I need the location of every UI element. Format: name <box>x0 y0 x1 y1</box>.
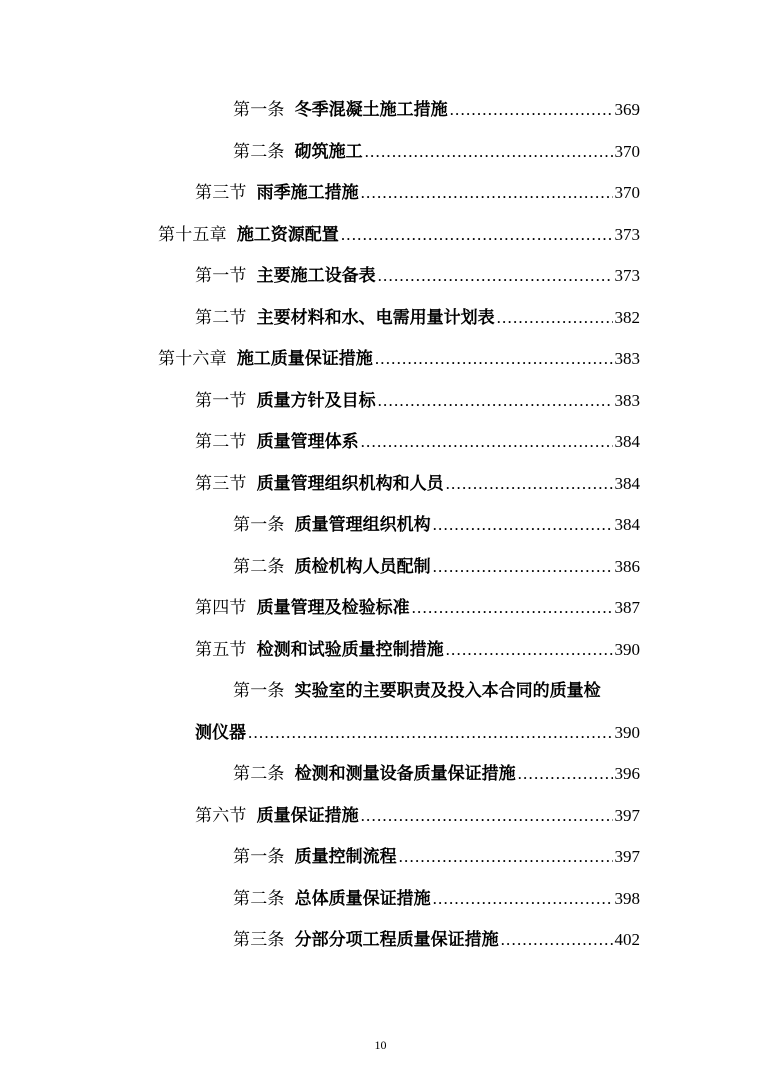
toc-entry-number: 第十五章 <box>158 225 227 244</box>
toc-entry[interactable] <box>233 510 640 540</box>
toc-entry[interactable] <box>195 178 640 208</box>
toc-entry[interactable] <box>233 884 640 914</box>
toc-entry[interactable] <box>233 95 640 125</box>
dot-leader <box>378 261 613 291</box>
dot-leader <box>433 884 613 914</box>
toc-entry-page: 402 <box>614 930 640 949</box>
toc-entry-number: 第十六章 <box>158 349 227 368</box>
toc-entry-page: 398 <box>614 889 640 908</box>
toc-entry[interactable] <box>158 220 640 250</box>
toc-entry-page: 390 <box>614 723 640 742</box>
dot-leader <box>399 842 613 872</box>
toc-entry-title: 实验室的主要职责及投入本合同的质量检 <box>294 681 601 701</box>
toc-entry-number: 第一条 <box>233 100 285 119</box>
dot-leader <box>248 718 613 748</box>
dot-leader <box>412 593 613 623</box>
dot-leader <box>365 137 613 167</box>
dot-leader <box>501 925 613 955</box>
toc-entry-title: 质量管理及检验标准 <box>256 598 410 618</box>
toc-entry-title: 质量管理组织机构和人员 <box>256 474 444 494</box>
toc-entry-continuation[interactable] <box>195 718 640 748</box>
toc-entry-title: 雨季施工措施 <box>256 183 359 203</box>
toc-entry-number: 第二节 <box>195 308 247 327</box>
toc-entry-title: 分部分项工程质量保证措施 <box>294 930 499 950</box>
toc-entry-page: 370 <box>614 183 640 202</box>
toc-entry-number: 第五节 <box>195 640 247 659</box>
dot-leader <box>375 344 613 374</box>
toc-entry-title: 主要材料和水、电需用量计划表 <box>256 308 495 328</box>
dot-leader <box>433 510 613 540</box>
toc-entry[interactable] <box>195 593 640 623</box>
toc-entry[interactable] <box>195 801 640 831</box>
toc-entry-number: 第一条 <box>233 515 285 534</box>
toc-entry-page: 373 <box>614 266 640 285</box>
toc-entry[interactable] <box>233 676 601 706</box>
toc-entry-page: 373 <box>614 225 640 244</box>
toc-entry-page: 383 <box>614 349 640 368</box>
toc-entry-page: 386 <box>614 557 640 576</box>
toc-entry-page: 382 <box>614 308 640 327</box>
toc-entry-title: 检测和测量设备质量保证措施 <box>294 764 516 784</box>
dot-leader <box>497 303 613 333</box>
dot-leader <box>433 552 613 582</box>
toc-entry[interactable] <box>233 137 640 167</box>
toc-entry[interactable] <box>195 303 640 333</box>
page-number: 10 <box>374 1038 387 1052</box>
toc-entry-page: 387 <box>614 598 640 617</box>
toc-entry-title: 质检机构人员配制 <box>294 557 431 577</box>
toc-entry[interactable] <box>233 552 640 582</box>
toc-entry-title: 冬季混凝土施工措施 <box>294 100 448 120</box>
toc-entry[interactable] <box>195 261 640 291</box>
dot-leader <box>446 469 613 499</box>
toc-entry-number: 第一节 <box>195 266 247 285</box>
dot-leader <box>518 759 613 789</box>
toc-entry-title: 质量管理组织机构 <box>294 515 431 535</box>
toc-entry[interactable] <box>195 427 640 457</box>
toc-entry[interactable] <box>158 344 640 374</box>
toc-entry[interactable] <box>195 635 640 665</box>
dot-leader <box>450 95 613 125</box>
toc-entry-number: 第一条 <box>233 681 285 700</box>
toc-entry-number: 第二条 <box>233 889 285 908</box>
toc-entry-title: 检测和试验质量控制措施 <box>256 640 444 660</box>
toc-entry[interactable] <box>233 759 640 789</box>
toc-entry-page: 384 <box>614 432 640 451</box>
toc-entry-number: 第二条 <box>233 557 285 576</box>
toc-entry-title: 施工资源配置 <box>236 225 339 245</box>
toc-entry-number: 第三节 <box>195 474 247 493</box>
toc-entry-title: 施工质量保证措施 <box>236 349 373 369</box>
toc-entry-title: 质量保证措施 <box>256 806 359 826</box>
dot-leader <box>361 801 613 831</box>
toc-entry-page: 396 <box>614 764 640 783</box>
toc-entry-page: 390 <box>614 640 640 659</box>
dot-leader <box>361 178 613 208</box>
toc-entry-page: 397 <box>614 806 640 825</box>
toc-entry-number: 第三节 <box>195 183 247 202</box>
toc-entry-title: 质量控制流程 <box>294 847 397 867</box>
toc-entry-page: 397 <box>614 847 640 866</box>
toc-entry[interactable] <box>195 386 640 416</box>
toc-entry-page: 383 <box>614 391 640 410</box>
toc-entry-page: 384 <box>614 474 640 493</box>
toc-entry-page: 370 <box>614 142 640 161</box>
toc-entry-title: 质量方针及目标 <box>256 391 376 411</box>
toc-entry-number: 第二条 <box>233 142 285 161</box>
toc-entry-number: 第六节 <box>195 806 247 825</box>
toc-entry-title-continuation: 测仪器 <box>195 723 246 743</box>
toc-entry-number: 第四节 <box>195 598 247 617</box>
dot-leader <box>341 220 613 250</box>
toc-entry-page: 384 <box>614 515 640 534</box>
toc-entry-page: 369 <box>614 100 640 119</box>
toc-entry-title: 质量管理体系 <box>256 432 359 452</box>
toc-entry[interactable] <box>195 469 640 499</box>
dot-leader <box>446 635 613 665</box>
toc-entry-number: 第三条 <box>233 930 285 949</box>
dot-leader <box>361 427 613 457</box>
toc-entry-title: 总体质量保证措施 <box>294 889 431 909</box>
dot-leader <box>378 386 613 416</box>
toc-entry-title: 主要施工设备表 <box>256 266 376 286</box>
toc-entry-number: 第二节 <box>195 432 247 451</box>
toc-entry-number: 第一节 <box>195 391 247 410</box>
toc-entry-number: 第二条 <box>233 764 285 783</box>
toc-entry[interactable] <box>233 842 640 872</box>
toc-entry-title: 砌筑施工 <box>294 142 363 162</box>
toc-entry[interactable] <box>233 925 640 955</box>
toc-entry-number: 第一条 <box>233 847 285 866</box>
